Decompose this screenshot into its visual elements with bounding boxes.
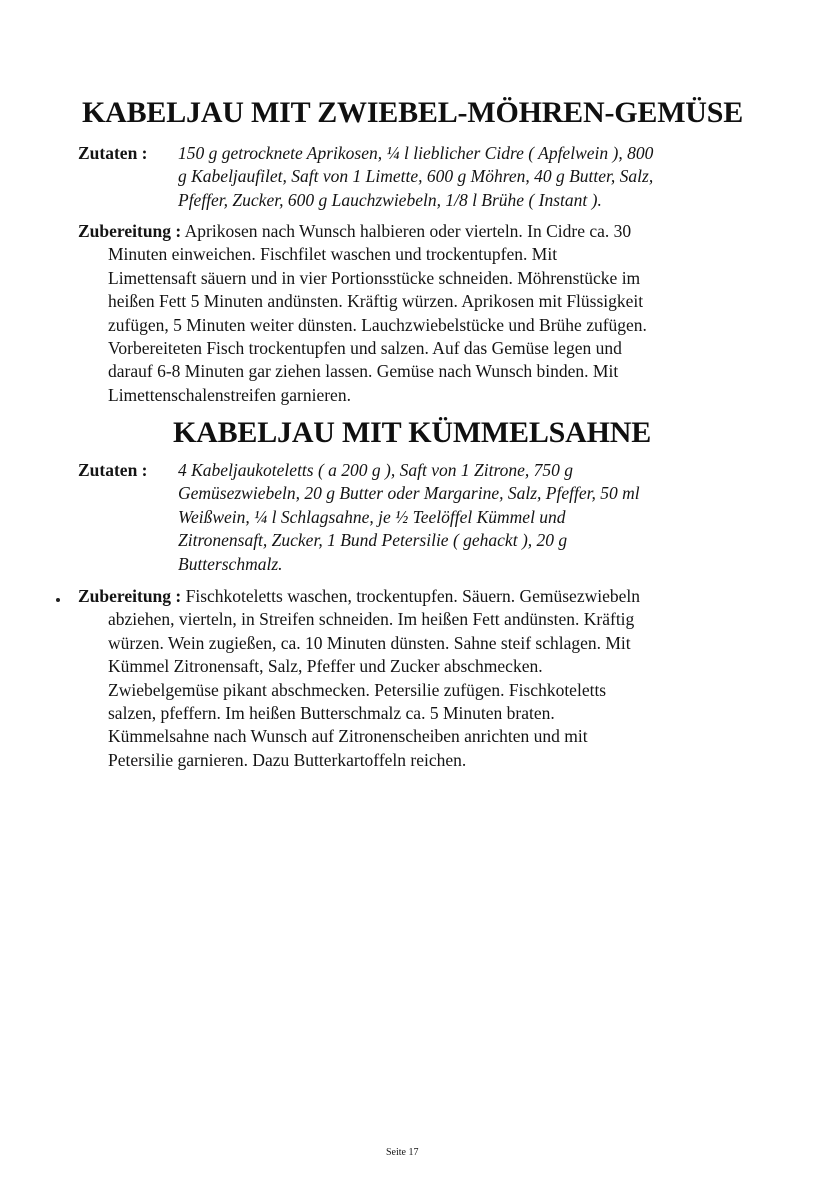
margin-dot [56,598,60,602]
recipe-2-preparation [78,585,778,772]
page-number: Seite 17 [386,1147,419,1158]
recipe-1-ingredients-label: Zutaten : [78,143,148,163]
recipe-1-preparation [78,220,778,407]
preparation-line: Kümmel Zitronensaft, Salz, Pfeffer und Zucker abschmecken. [108,656,543,677]
recipe-2-ingredients [78,459,758,577]
preparation-line: Zwiebelgemüse pikant abschmecken. Petersilie zufügen. Fischkoteletts [108,679,607,700]
recipe-2-ingredients-text: 4 Kabeljaukoteletts ( a 200 g ), Saft von 1 Zitrone, 750 g Gemüsezwiebeln, 20 g Butter oder Margarine, Salz, Pfeffer, 50 ml Weißwein, ¼ l Schlagsahne, je ½ Teelöffel Kümmel und Zitronensaft, Zucker, 1 Bund Petersilie ( gehackt ), 20 g Butterschmalz. [178,460,640,574]
preparation-line: heißen Fett 5 Minuten andünsten. Kräftig würzen. Aprikosen mit Flüssigkeit [108,291,644,312]
recipe-2-preparation-label: Zubereitung : [78,586,182,606]
recipe-1-title: KABELJAU MIT ZWIEBEL-MÖHREN-GEMÜSE [82,96,744,129]
preparation-line: Vorbereiteten Fisch trockentupfen und salzen. Auf das Gemüse legen und [108,338,622,359]
preparation-line: Limettenschalenstreifen garnieren. [108,384,351,405]
preparation-line: zufügen, 5 Minuten weiter dünsten. Lauchzwiebelstücke und Brühe zufügen. [108,314,647,335]
preparation-line: Limettensaft säuern und in vier Portionsstücke schneiden. Möhrenstücke im [108,267,641,288]
recipe-1-preparation-text [78,221,778,407]
recipe-1-ingredients-text: 150 g getrocknete Aprikosen, ¼ l lieblicher Cidre ( Apfelwein ), 800 g Kabeljaufilet, Saft von 1 Limette, 600 g Möhren, 40 g Butter, Salz, Pfeffer, Zucker, 600 g Lauchzwiebeln, 1/8 l Brühe ( Instant ). [178,143,654,210]
preparation-line: Kümmelsahne nach Wunsch auf Zitronenscheiben anrichten und mit [108,726,588,747]
preparation-line: abziehen, vierteln, in Streifen schneiden. Im heißen Fett andünsten. Kräftig [108,609,635,630]
preparation-line: Petersilie garnieren. Dazu Butterkartoffeln reichen. [108,749,467,770]
preparation-line: würzen. Wein zugießen, ca. 10 Minuten dünsten. Sahne steif schlagen. Mit [108,632,631,653]
recipe-2-ingredients-label: Zutaten : [78,460,148,480]
recipe-1-preparation-label: Zubereitung : [78,221,182,241]
recipe-1-ingredients [78,142,758,212]
preparation-line: salzen, pfeffern. Im heißen Butterschmalz ca. 5 Minuten braten. [108,703,555,724]
recipe-2-title: KABELJAU MIT KÜMMELSAHNE [173,416,652,449]
preparation-line: Minuten einweichen. Fischfilet waschen und trockentupfen. Mit [108,244,558,265]
preparation-line: Fischkoteletts waschen, trockentupfen. Säuern. Gemüsezwiebeln [181,586,640,606]
recipe-2-preparation-text [78,586,778,772]
preparation-line: Aprikosen nach Wunsch halbieren oder vierteln. In Cidre ca. 30 [181,221,632,241]
preparation-line: darauf 6-8 Minuten gar ziehen lassen. Gemüse nach Wunsch binden. Mit [108,361,619,382]
